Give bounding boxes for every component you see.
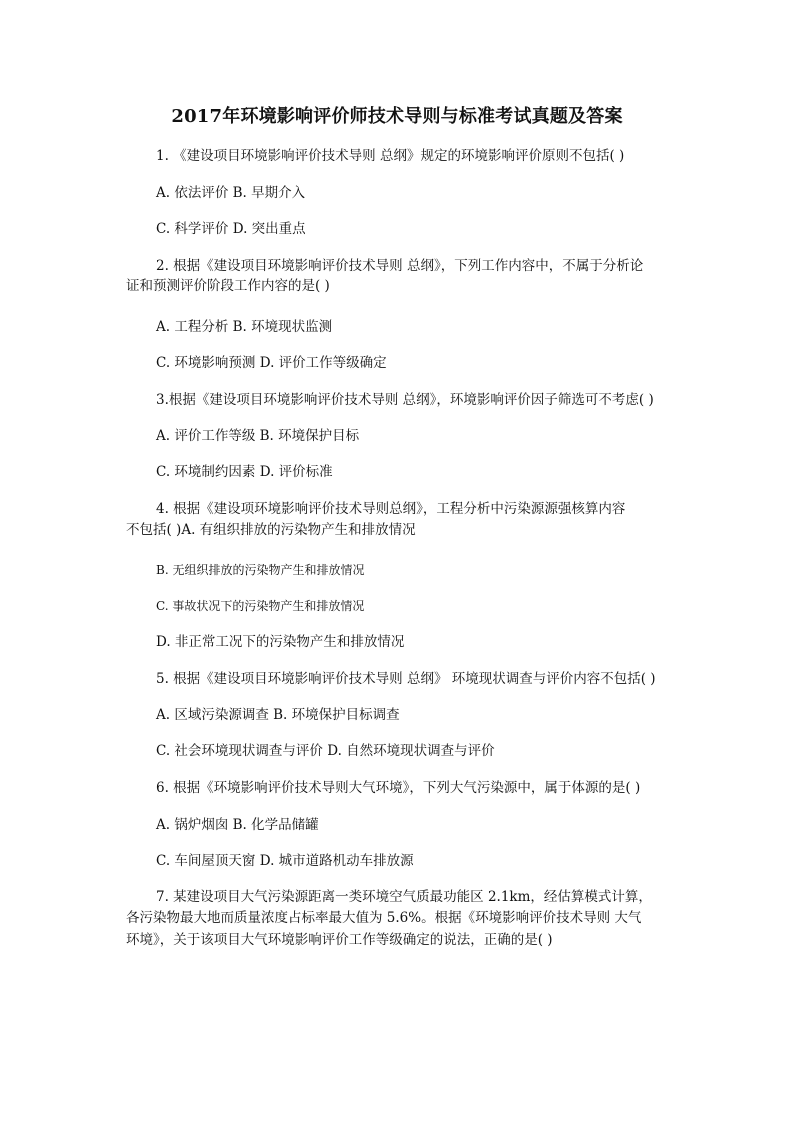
question-3-options-cd: C. 环境制约因素 D. 评价标准 (156, 464, 333, 480)
question-2-options-ab: A. 工程分析 B. 环境现状监测 (156, 319, 333, 335)
question-1-options-cd: C. 科学评价 D. 突出重点 (156, 221, 306, 237)
question-1-options-ab: A. 依法评价 B. 早期介入 (156, 185, 306, 201)
question-7-stem-line-1: 7. 某建设项目大气污染源距离一类环境空气质最功能区 2.1km，经估算模式计算， (156, 889, 652, 905)
question-6-options-cd: C. 车间屋顶天窗 D. 城市道路机动车排放源 (156, 853, 414, 869)
question-2-stem-line-1: 2. 根据《建设项目环境影响评价技术导则 总纲》，下列工作内容中，不属于分析论 (156, 258, 644, 274)
question-3-options-ab: A. 评价工作等级 B. 环境保护目标 (156, 428, 360, 444)
question-6-options-ab: A. 锅炉烟囱 B. 化学品储罐 (156, 817, 319, 833)
question-3-stem: 3.根据《建设项目环境影响评价技术导则 总纲》，环境影响评价因子筛选可不考虑( ) (156, 392, 654, 408)
question-4-option-b: B. 无组织排放的污染物产生和排放情况 (156, 563, 365, 577)
question-4-stem-line-1: 4. 根据《建设项环境影响评价技术导则总纲》，工程分析中污染源源强核算内容 (156, 501, 626, 517)
question-1-stem: 1. 《建设项目环境影响评价技术导则 总纲》规定的环境影响评价原则不包括( ) (156, 148, 625, 164)
question-5-options-cd: C. 社会环境现状调查与评价 D. 自然环境现状调查与评价 (156, 743, 495, 759)
document-title: 2017年环境影响评价师技术导则与标准考试真题及答案 (171, 106, 623, 127)
question-4-option-d: D. 非正常工况下的污染物产生和排放情况 (156, 634, 405, 650)
question-2-stem-line-2: 证和预测评价阶段工作内容的是( ) (126, 278, 330, 294)
question-7-stem-line-2: 各污染物最大地而质量浓度占标率最大值为 5.6%。根据《环境影响评价技术导则 大气 (126, 910, 642, 926)
question-6-stem: 6. 根据《环境影响评价技术导则大气环境》，下列大气污染源中，属于体源的是( ) (156, 780, 641, 796)
question-7-stem-line-3: 环境》，关于该项目大气环境影响评价工作等级确定的说法，正确的是( ) (126, 932, 553, 948)
question-4-option-c: C. 事故状况下的污染物产生和排放情况 (156, 599, 365, 613)
question-5-options-ab: A. 区域污染源调查 B. 环境保护目标调查 (156, 707, 400, 723)
question-5-stem: 5. 根据《建设项目环境影响评价技术导则 总纲》 环境现状调查与评价内容不包括( ) (156, 671, 656, 687)
question-4-stem-line-2: 不包括( )A. 有组织排放的污染物产生和排放情况 (126, 522, 416, 538)
question-2-options-cd: C. 环境影响预测 D. 评价工作等级确定 (156, 355, 387, 371)
